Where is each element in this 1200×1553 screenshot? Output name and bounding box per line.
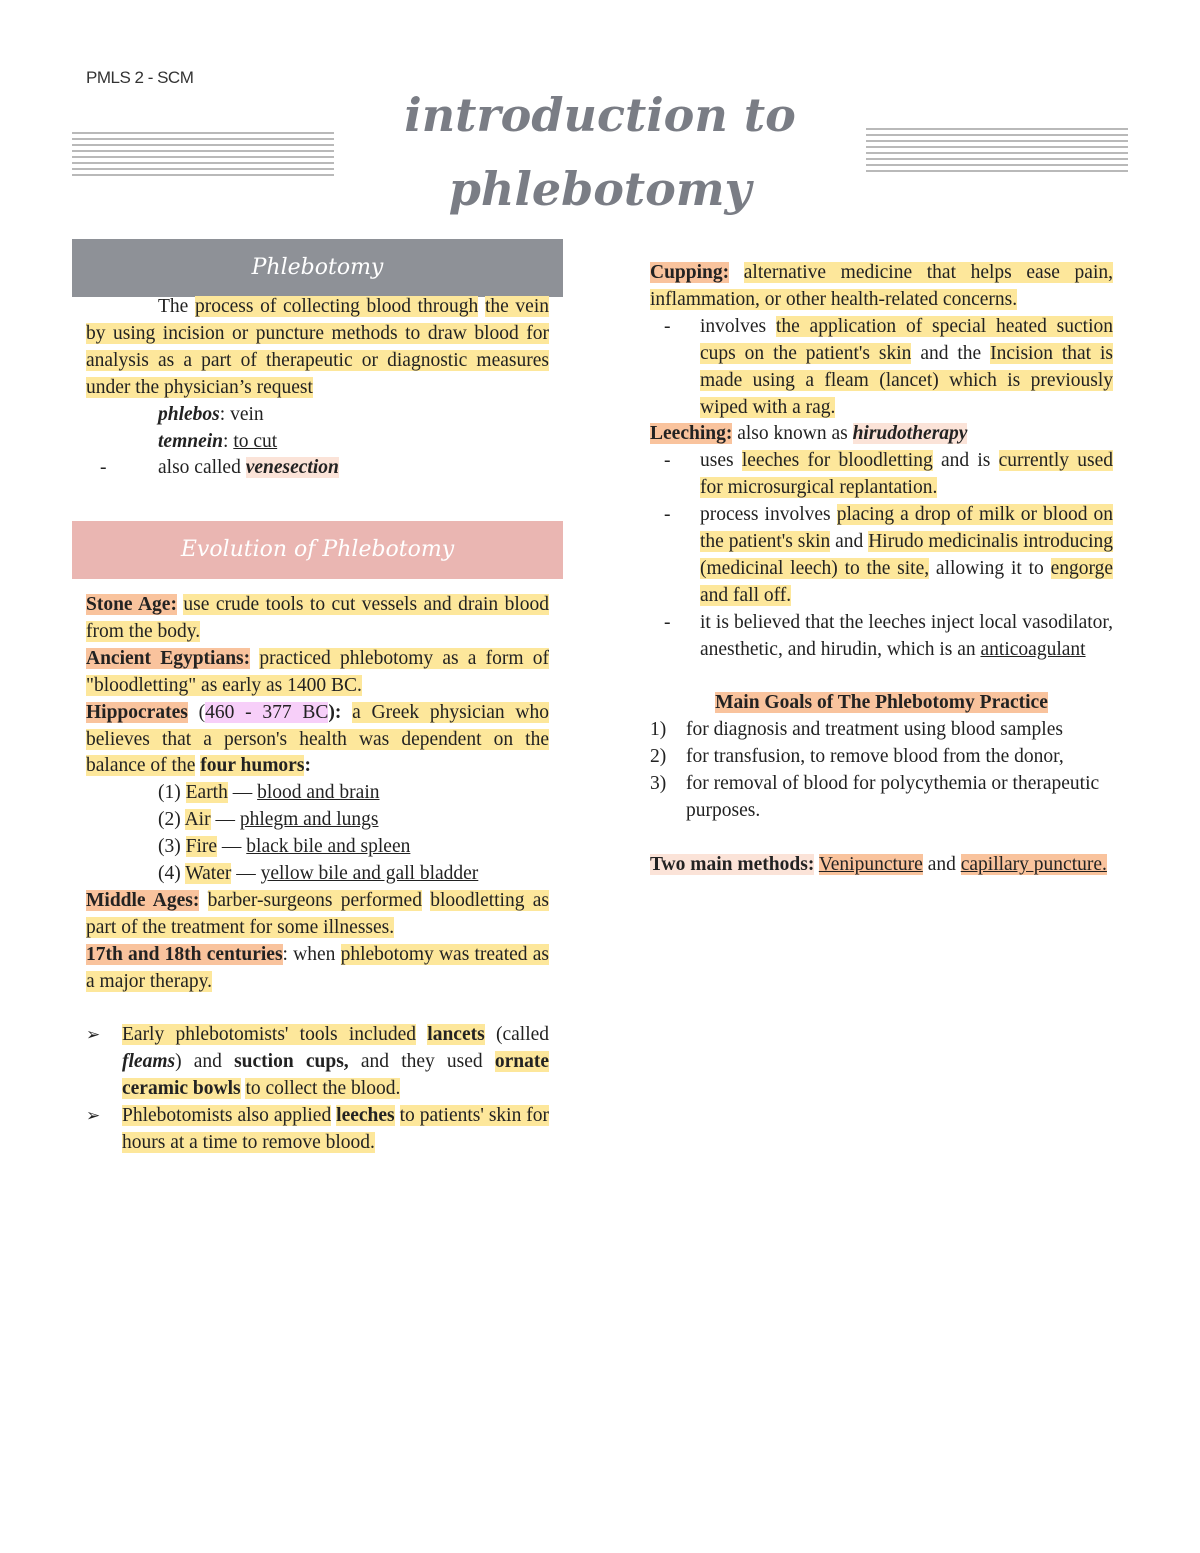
humor-desc: yellow bile and gall bladder bbox=[260, 863, 479, 885]
section-banner-evolution: Evolution of Phlebotomy bbox=[72, 521, 563, 579]
goal-text: for diagnosis and treatment using blood samples bbox=[686, 719, 1063, 741]
leeching-bullet-2 bbox=[650, 502, 1113, 610]
hippocrates-entry bbox=[86, 700, 549, 781]
definition-the: The bbox=[158, 296, 189, 317]
temnein-sep: : bbox=[223, 430, 234, 452]
hippocrates-text: a Greek physician who believes that a person's health was dependent on the balance of the bbox=[86, 701, 549, 777]
arrow-bullet-icon: ➢ bbox=[86, 1106, 101, 1127]
bullet2-b: to patients' skin for hours at a time to remove blood. bbox=[122, 1105, 550, 1154]
etymology-phlebos bbox=[86, 402, 549, 429]
humor-dash: — bbox=[215, 809, 235, 831]
goal-item bbox=[650, 717, 1113, 744]
definition-text-2: the vein by using incision or puncture methods to draw blood for analysis as a part of therapeutic or diagnostic measures under the physician’s request bbox=[86, 296, 549, 398]
centuries-label: 17th and 18th centuries bbox=[86, 943, 283, 965]
egyptians-text: practiced phlebotomy as a form of "bloodletting" as early as 1400 BC. bbox=[86, 647, 550, 696]
leech-b2-c: Hirudo medicinalis introducing (medicinal leech) to the site, bbox=[700, 531, 1114, 579]
hippocrates-close: ): bbox=[328, 701, 342, 723]
goal-text: for transfusion, to remove blood from the donor, bbox=[686, 746, 1064, 768]
goal-item bbox=[650, 771, 1113, 825]
humor-num: (2) bbox=[158, 809, 181, 831]
goal-item bbox=[650, 744, 1113, 771]
cupping-detail-2: Incision that is made using a fleam (lancet) which is previously wiped with a rag. bbox=[700, 342, 1114, 418]
etymology-temnein bbox=[86, 429, 549, 456]
title-line-1: introduction to bbox=[404, 88, 796, 142]
bullet1-c: ) and bbox=[175, 1051, 222, 1073]
bullet2-leeches: leeches bbox=[336, 1105, 395, 1127]
humor-element: Air bbox=[184, 809, 211, 831]
goals-heading bbox=[650, 690, 1113, 717]
bullet1-a: Early phlebotomists' tools included bbox=[122, 1024, 417, 1046]
humor-desc: blood and brain bbox=[257, 782, 380, 804]
leech-b2-a: process involves bbox=[700, 504, 831, 526]
term-phlebos: phlebos bbox=[158, 403, 220, 425]
leeching-aka: also known as bbox=[737, 423, 848, 445]
bullet2-a: Phlebotomists also applied bbox=[122, 1105, 332, 1127]
spacer bbox=[86, 996, 549, 1023]
leeching-bullet-1 bbox=[650, 448, 1113, 502]
leech-b2-b: placing a drop of milk or blood on the patient's skin bbox=[700, 504, 1114, 553]
dash-marker: - bbox=[664, 504, 671, 526]
cupping-text: alternative medicine that helps ease pain, inflammation, or other health-related concerns. bbox=[650, 262, 1114, 310]
phlebotomy-definition bbox=[86, 294, 549, 482]
temnein-meaning: to cut bbox=[233, 430, 278, 452]
goal-num: 2) bbox=[650, 746, 667, 768]
bullet1-lancets: lancets bbox=[427, 1024, 485, 1046]
leech-b1-text2: currently used for microsurgical replantation. bbox=[700, 450, 1113, 499]
middle-ages-label: Middle Ages: bbox=[86, 889, 200, 911]
stone-age-label: Stone Age: bbox=[86, 594, 177, 615]
humor-dash: — bbox=[236, 863, 256, 885]
centuries-text: phlebotomy was treated as a major therapy. bbox=[86, 943, 549, 992]
definition-paragraph bbox=[86, 294, 549, 402]
leech-b1-text: leeches for bloodletting bbox=[741, 450, 933, 472]
bullet1-fleams: fleams bbox=[122, 1051, 176, 1073]
methods-capillary: capillary puncture. bbox=[960, 853, 1107, 875]
hippocrates-open: ( bbox=[187, 701, 206, 723]
humor-element: Fire bbox=[185, 836, 218, 858]
goal-num: 3) bbox=[650, 773, 667, 795]
bullet1-e: to collect the blood. bbox=[245, 1078, 401, 1100]
stone-age-text: use crude tools to cut vessels and drain blood from the body. bbox=[86, 594, 549, 642]
dash-marker: - bbox=[664, 611, 671, 633]
bullet1-b: (called bbox=[495, 1024, 550, 1046]
stone-age-entry bbox=[86, 592, 549, 646]
humor-element: Water bbox=[185, 863, 232, 885]
bullet-tools bbox=[86, 1022, 549, 1103]
humor-item bbox=[86, 861, 549, 888]
goal-num: 1) bbox=[650, 719, 667, 741]
cupping-detail bbox=[650, 314, 1113, 422]
also-called-item bbox=[86, 455, 549, 482]
leeching-bullet-3 bbox=[650, 610, 1113, 664]
humor-num: (1) bbox=[158, 782, 181, 804]
decorative-stripes-right bbox=[866, 128, 1128, 174]
humor-item bbox=[86, 780, 549, 807]
bullet1-suction: suction cups, bbox=[234, 1051, 349, 1073]
methods-entry bbox=[650, 852, 1113, 879]
egyptians-label: Ancient Egyptians: bbox=[86, 647, 251, 669]
also-called-text: also called bbox=[158, 457, 246, 479]
leech-b2-and: and bbox=[835, 531, 864, 553]
spacer bbox=[650, 664, 1113, 691]
centuries-colon: : bbox=[282, 943, 288, 965]
page-title bbox=[380, 78, 820, 226]
leech-b1-uses: uses bbox=[700, 450, 734, 472]
humor-dash: — bbox=[232, 782, 253, 804]
arrow-bullet-icon: ➢ bbox=[86, 1025, 101, 1046]
course-code: PMLS 2 - SCM bbox=[86, 68, 194, 87]
humor-desc: black bile and spleen bbox=[246, 836, 411, 858]
leech-b3-anticoagulant: anticoagulant bbox=[980, 638, 1086, 660]
title-line-2: phlebotomy bbox=[448, 162, 752, 216]
humors-colon: : bbox=[304, 755, 311, 777]
methods-and: and bbox=[927, 853, 956, 875]
egyptians-entry bbox=[86, 646, 549, 700]
centuries-when: when bbox=[293, 943, 336, 965]
bullet-leeches bbox=[86, 1103, 549, 1157]
hirudotherapy-term: hirudotherapy bbox=[852, 423, 968, 445]
hippocrates-years: 460 - 377 BC bbox=[205, 701, 329, 723]
centuries-entry bbox=[86, 942, 549, 996]
evolution-content bbox=[86, 592, 549, 1157]
humor-desc: phlegm and lungs bbox=[239, 809, 379, 831]
middle-ages-entry bbox=[86, 888, 549, 942]
bullet1-bowls: ornate ceramic bowls bbox=[122, 1051, 550, 1100]
phlebos-sep: : bbox=[219, 403, 231, 425]
term-temnein: temnein bbox=[158, 430, 224, 452]
goals-title: Main Goals of The Phlebotomy Practice bbox=[715, 692, 1048, 714]
methods-label: Two main methods: bbox=[650, 853, 815, 875]
methods-venipuncture: Venipuncture bbox=[818, 853, 923, 875]
cupping-detail-1: the application of special heated suction cups on the patient's skin bbox=[700, 315, 1113, 364]
leeching-label: Leeching: bbox=[650, 423, 733, 445]
spacer bbox=[650, 825, 1113, 852]
goal-text: for removal of blood for polycythemia or therapeutic purposes. bbox=[686, 773, 1100, 822]
leeching-entry bbox=[650, 421, 1113, 448]
section-banner-phlebotomy: Phlebotomy bbox=[72, 239, 563, 297]
cupping-and-the: and the bbox=[920, 342, 982, 364]
middle-ages-text-1: barber-surgeons performed bbox=[207, 889, 422, 911]
leech-b3-a: it is believed that the leeches inject local vasodilator, anesthetic, and hirudin, which is an bbox=[700, 611, 1113, 660]
humor-item bbox=[86, 834, 549, 861]
bullet1-d: and they used bbox=[360, 1051, 483, 1073]
leech-b1-and: and is bbox=[940, 450, 991, 472]
four-humors: four humors bbox=[200, 755, 305, 777]
humor-num: (4) bbox=[158, 863, 181, 885]
phlebos-meaning: vein bbox=[230, 403, 264, 425]
right-column bbox=[650, 260, 1113, 879]
cupping-entry bbox=[650, 260, 1113, 314]
venesection-term: venesection bbox=[245, 457, 339, 479]
humor-num: (3) bbox=[158, 836, 181, 858]
middle-ages-text-2: bloodletting as part of the treatment for some illnesses. bbox=[86, 889, 549, 938]
humor-dash: — bbox=[221, 836, 242, 858]
dash-marker: - bbox=[664, 450, 671, 472]
cupping-involves: involves bbox=[700, 315, 767, 337]
decorative-stripes-left bbox=[72, 132, 334, 178]
cupping-label: Cupping: bbox=[650, 262, 730, 283]
leech-b2-allowing: allowing it to bbox=[935, 557, 1044, 579]
humor-element: Earth bbox=[185, 782, 228, 804]
leech-b2-d: engorge and fall off. bbox=[700, 557, 1114, 606]
hippocrates-label: Hippocrates bbox=[86, 701, 188, 723]
dash-marker: - bbox=[664, 315, 671, 337]
dash-marker: - bbox=[100, 457, 107, 479]
definition-text-1: process of collecting blood through bbox=[194, 296, 479, 317]
humor-item bbox=[86, 807, 549, 834]
